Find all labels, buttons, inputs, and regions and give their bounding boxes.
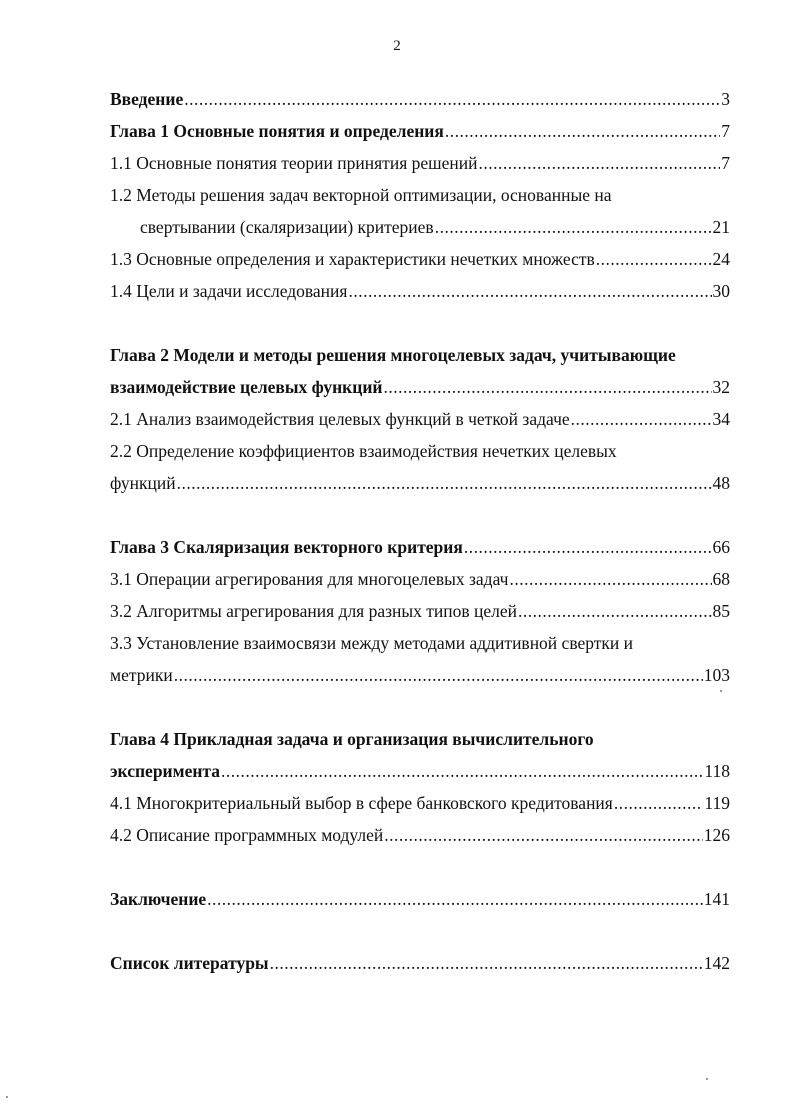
leader-dots (348, 280, 711, 302)
toc-section-3-3-line1[interactable]: 3.3 Установление взаимосвязи между методами аддитивной свертки и (110, 633, 634, 653)
toc-page: 34 (712, 409, 730, 429)
toc-chapter-3[interactable] (110, 536, 730, 558)
toc-page: 141 (703, 889, 730, 909)
toc-label: 3.1 Операции агрегирования для многоцелевых задач (110, 569, 509, 589)
toc-section-3-2[interactable] (110, 600, 730, 622)
toc-chapter-1[interactable] (110, 120, 730, 142)
leader-dots (384, 824, 702, 846)
toc-page: 32 (712, 377, 730, 397)
page-number: 2 (393, 38, 401, 54)
toc-label: 3.2 Алгоритмы агрегирования для разных типов целей (110, 601, 518, 621)
toc-chapter-2-line2[interactable] (110, 376, 730, 398)
toc-page: 7 (721, 121, 730, 141)
toc-label: функций (110, 473, 176, 493)
toc-label: эксперимента (110, 761, 220, 781)
toc-page: 103 (703, 665, 730, 685)
toc-references[interactable] (110, 952, 730, 974)
toc-page: 142 (703, 953, 730, 973)
toc-section-3-1[interactable] (110, 568, 730, 590)
scan-speck (720, 690, 722, 692)
toc-label: метрики (110, 665, 173, 685)
leader-dots (478, 152, 720, 174)
toc-page: 118 (704, 761, 730, 781)
toc-label: Заключение (110, 889, 207, 909)
scan-speck (6, 1096, 8, 1098)
toc-section-3-3-line2[interactable] (110, 664, 730, 686)
leader-dots (435, 216, 712, 238)
leader-dots (174, 664, 703, 686)
leader-dots (596, 248, 712, 270)
toc-section-2-1[interactable] (110, 408, 730, 430)
toc-section-1-3[interactable] (110, 248, 730, 270)
toc-section-1-2-line2[interactable] (140, 216, 730, 238)
toc-page: 21 (712, 217, 730, 237)
toc-page: 66 (712, 537, 730, 557)
toc-conclusion[interactable] (110, 888, 730, 910)
leader-dots (614, 792, 704, 814)
toc-label: Введение (110, 89, 184, 109)
toc-section-2-2-line1[interactable]: 2.2 Определение коэффициентов взаимодействия нечетких целевых (110, 441, 617, 461)
toc-label: 4.2 Описание программных модулей (110, 825, 384, 845)
toc-page: 68 (712, 569, 730, 589)
leader-dots (384, 376, 712, 398)
leader-dots (509, 568, 711, 590)
toc-page: 126 (703, 825, 730, 845)
toc-intro[interactable] (110, 88, 730, 110)
toc-chapter-4-line2[interactable] (110, 760, 730, 782)
toc-section-4-2[interactable] (110, 824, 730, 846)
leader-dots (464, 536, 712, 558)
toc-page: 48 (712, 473, 730, 493)
toc-label: 1.4 Цели и задачи исследования (110, 281, 348, 301)
toc-page: 7 (721, 153, 730, 173)
leader-dots (184, 88, 720, 110)
leader-dots (518, 600, 711, 622)
scan-speck (706, 1078, 708, 1080)
toc-label: свертывании (скаляризации) критериев (140, 217, 434, 237)
toc-section-4-1[interactable] (110, 792, 730, 814)
toc-label: взаимодействие целевых функций (110, 377, 383, 397)
leader-dots (445, 120, 720, 142)
toc-page: 3 (721, 89, 730, 109)
leader-dots (270, 952, 703, 974)
leader-dots (221, 760, 703, 782)
toc-label: Глава 1 Основные понятия и определения (110, 121, 444, 141)
leader-dots (571, 408, 712, 430)
toc-section-2-2-line2[interactable] (110, 472, 730, 494)
toc-page: 119 (704, 793, 730, 813)
toc-label: 2.1 Анализ взаимодействия целевых функций в четкой задаче (110, 409, 570, 429)
toc-label: 1.3 Основные определения и характеристики нечетких множеств (110, 249, 595, 269)
leader-dots (177, 472, 712, 494)
toc-page: 30 (712, 281, 730, 301)
toc-page: 24 (712, 249, 730, 269)
leader-dots (207, 888, 703, 910)
toc-label: Глава 3 Скаляризация векторного критерия (110, 537, 463, 557)
toc-chapter-4-line1[interactable]: Глава 4 Прикладная задача и организация вычислительного (110, 729, 594, 749)
toc-label: 1.1 Основные понятия теории принятия решений (110, 153, 478, 173)
toc-section-1-4[interactable] (110, 280, 730, 302)
toc-chapter-2-line1[interactable]: Глава 2 Модели и методы решения многоцелевых задач, учитывающие (110, 345, 676, 365)
toc-section-1-2-line1[interactable]: 1.2 Методы решения задач векторной оптимизации, основанные на (110, 185, 612, 205)
toc-page: 85 (712, 601, 730, 621)
toc-label: Список литературы (110, 953, 269, 973)
toc-label: 4.1 Многокритериальный выбор в сфере банковского кредитования (110, 793, 613, 813)
toc-section-1-1[interactable] (110, 152, 730, 174)
